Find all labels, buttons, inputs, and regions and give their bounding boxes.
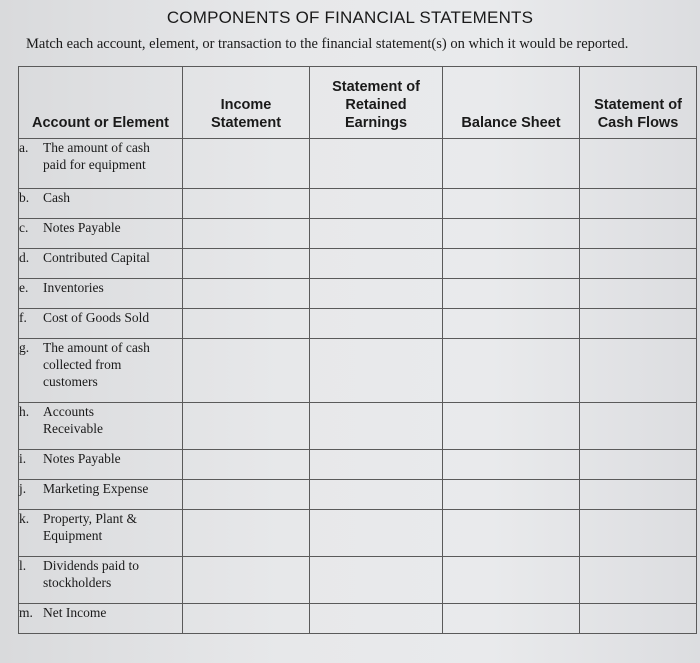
account-label [19,189,183,219]
answer-cell-balance-sheet[interactable] [443,219,580,249]
answer-cell-income-statement[interactable] [183,510,310,557]
account-label [19,557,183,604]
answer-cell-income-statement[interactable] [183,309,310,339]
account-text-line: Receivable [43,421,103,436]
account-text-line: The amount of cash [43,140,150,155]
account-label [19,480,183,510]
answer-cell-balance-sheet[interactable] [443,403,580,450]
answer-cell-balance-sheet[interactable] [443,339,580,403]
answer-cell-cash-flows[interactable] [580,279,697,309]
table-row [19,249,697,279]
answer-cell-income-statement[interactable] [183,480,310,510]
answer-cell-income-statement[interactable] [183,219,310,249]
account-text-line: Dividends paid to [43,558,139,573]
answer-cell-income-statement[interactable] [183,139,310,189]
answer-cell-income-statement[interactable] [183,403,310,450]
answer-cell-retained-earnings[interactable] [310,450,443,480]
account-text-line: Cost of Goods Sold [43,310,150,325]
table-row [19,219,697,249]
answer-cell-income-statement[interactable] [183,339,310,403]
answer-cell-cash-flows[interactable] [580,450,697,480]
account-text-line: stockholders [43,575,112,590]
answer-cell-retained-earnings[interactable] [310,510,443,557]
answer-cell-retained-earnings[interactable] [310,480,443,510]
table-row [19,557,697,604]
table-row [19,403,697,450]
table-row [19,510,697,557]
account-label [19,139,183,189]
account-text-line: Inventories [43,280,104,295]
answer-cell-income-statement[interactable] [183,604,310,634]
answer-cell-retained-earnings[interactable] [310,219,443,249]
table-row [19,450,697,480]
answer-cell-balance-sheet[interactable] [443,557,580,604]
row-letter: h. [19,404,30,419]
row-letter: f. [19,310,27,325]
account-text-line: Notes Payable [43,220,121,235]
row-letter: k. [19,511,30,526]
answer-cell-balance-sheet[interactable] [443,309,580,339]
account-label [19,450,183,480]
answer-cell-balance-sheet[interactable] [443,480,580,510]
row-letter: c. [19,220,29,235]
row-letter: d. [19,250,30,265]
table-row [19,604,697,634]
account-label [19,249,183,279]
page-title: COMPONENTS OF FINANCIAL STATEMENTS [166,8,534,27]
answer-cell-income-statement[interactable] [183,450,310,480]
answer-cell-cash-flows[interactable] [580,557,697,604]
table-row [19,309,697,339]
row-letter: l. [19,558,27,573]
answer-cell-cash-flows[interactable] [580,480,697,510]
answer-cell-retained-earnings[interactable] [310,309,443,339]
account-text-line: Net Income [43,605,107,620]
answer-cell-cash-flows[interactable] [580,604,697,634]
account-text-line: collected from [43,357,122,372]
header-row [19,67,697,139]
account-text-line: Property, Plant & [43,511,137,526]
answer-cell-cash-flows[interactable] [580,139,697,189]
header-income-statement: Income Statement [183,67,310,139]
account-text-line: Equipment [43,528,103,543]
answer-cell-cash-flows[interactable] [580,249,697,279]
header-cash-flows: Statement of Cash Flows [580,67,697,139]
account-label [19,403,183,450]
answer-cell-balance-sheet[interactable] [443,279,580,309]
answer-cell-retained-earnings[interactable] [310,339,443,403]
answer-cell-retained-earnings[interactable] [310,139,443,189]
account-text-line: Accounts [43,404,94,419]
account-label [19,279,183,309]
answer-cell-income-statement[interactable] [183,189,310,219]
answer-cell-cash-flows[interactable] [580,510,697,557]
row-letter: a. [19,140,29,155]
account-text-line: paid for equipment [43,157,146,172]
matching-table [18,66,697,634]
answer-cell-income-statement[interactable] [183,279,310,309]
account-text-line: The amount of cash [43,340,150,355]
account-label [19,510,183,557]
table-row [19,279,697,309]
account-label [19,219,183,249]
account-text-line: Contributed Capital [43,250,150,265]
answer-cell-retained-earnings[interactable] [310,604,443,634]
row-letter: i. [19,451,27,466]
answer-cell-retained-earnings[interactable] [310,189,443,219]
answer-cell-retained-earnings[interactable] [310,557,443,604]
answer-cell-cash-flows[interactable] [580,219,697,249]
answer-cell-cash-flows[interactable] [580,339,697,403]
answer-cell-cash-flows[interactable] [580,309,697,339]
account-text-line: customers [43,374,98,389]
answer-cell-balance-sheet[interactable] [443,450,580,480]
header-account: Account or Element [19,67,183,139]
account-label [19,309,183,339]
answer-cell-retained-earnings[interactable] [310,279,443,309]
answer-cell-income-statement[interactable] [183,249,310,279]
table-row [19,480,697,510]
table-row [19,339,697,403]
table-row [19,189,697,219]
account-label [19,604,183,634]
row-letter: b. [19,190,30,205]
instructions: Match each account, element, or transaction to the financial statement(s) on which it would be reported. [26,36,629,52]
answer-cell-cash-flows[interactable] [580,403,697,450]
account-text-line: Marketing Expense [43,481,149,496]
account-text-line: Cash [43,190,70,205]
answer-cell-retained-earnings[interactable] [310,403,443,450]
table-row [19,139,697,189]
answer-cell-cash-flows[interactable] [580,189,697,219]
row-letter: m. [19,605,33,620]
row-letter: j. [19,481,27,496]
answer-cell-balance-sheet[interactable] [443,139,580,189]
answer-cell-balance-sheet[interactable] [443,189,580,219]
header-balance-sheet: Balance Sheet [443,67,580,139]
account-label [19,339,183,403]
row-letter: e. [19,280,29,295]
answer-cell-balance-sheet[interactable] [443,604,580,634]
answer-cell-balance-sheet[interactable] [443,510,580,557]
row-letter: g. [19,340,30,355]
answer-cell-retained-earnings[interactable] [310,249,443,279]
account-text-line: Notes Payable [43,451,121,466]
header-retained-earnings: Statement of Retained Earnings [310,67,443,139]
answer-cell-income-statement[interactable] [183,557,310,604]
answer-cell-balance-sheet[interactable] [443,249,580,279]
